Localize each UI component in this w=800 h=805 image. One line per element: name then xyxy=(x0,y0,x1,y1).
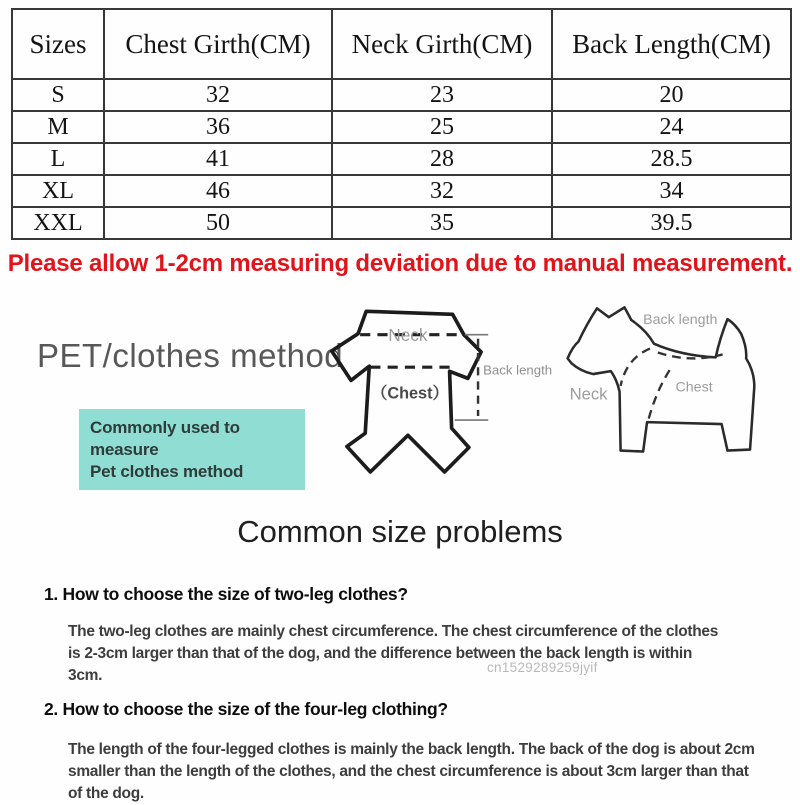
cell-neck: 25 xyxy=(332,111,552,143)
cell-back: 20 xyxy=(552,79,791,111)
highlight-line-1: Commonly used to measure xyxy=(90,418,240,459)
dog-chest-label: Chest xyxy=(675,379,713,396)
cell-size: M xyxy=(12,111,104,143)
header-chest-girth: Chest Girth(CM) xyxy=(104,9,332,79)
garment-measuring-diagram xyxy=(322,293,567,478)
dog-measuring-diagram xyxy=(548,292,800,462)
cell-back: 28.5 xyxy=(552,143,791,175)
cell-size: XL xyxy=(12,175,104,207)
cell-size: S xyxy=(12,79,104,111)
cell-chest: 32 xyxy=(104,79,332,111)
table-row xyxy=(12,207,791,239)
highlight-line-2: Pet clothes method xyxy=(90,461,244,481)
table-header-row xyxy=(12,9,791,79)
garment-backlength-label: Back length xyxy=(483,362,553,378)
cell-chest: 41 xyxy=(104,143,332,175)
cell-chest: 36 xyxy=(104,111,332,143)
dog-outline xyxy=(568,307,755,451)
cell-chest: 46 xyxy=(104,175,332,207)
header-sizes: Sizes xyxy=(12,9,104,79)
table-row xyxy=(12,143,791,175)
dog-backlength-label: Back length xyxy=(643,312,718,329)
table-row xyxy=(12,175,791,207)
answer-four-leg: The length of the four-legged clothes is mainly the back length. The back of the dog is about 2cm smaller than the length of the clothes, and the chest circumference is about 3cm larger than that of the dog. xyxy=(68,741,755,802)
cell-back: 24 xyxy=(552,111,791,143)
cell-neck: 23 xyxy=(332,79,552,111)
cell-back: 39.5 xyxy=(552,207,791,239)
cell-neck: 28 xyxy=(332,143,552,175)
header-back-length: Back Length(CM) xyxy=(552,9,791,79)
measurement-deviation-notice: Please allow 1-2cm measuring deviation due to manual measurement. xyxy=(7,250,793,277)
method-highlight-box xyxy=(79,409,305,490)
garment-chest-label: （Chest） xyxy=(371,384,449,403)
table-row xyxy=(12,111,791,143)
size-chart-table xyxy=(11,8,792,240)
question-two-leg: 1. How to choose the size of two-leg clothes? xyxy=(44,584,408,604)
problems-section-title: Common size problems xyxy=(237,514,563,549)
cell-neck: 32 xyxy=(332,175,552,207)
cell-size: XXL xyxy=(12,207,104,239)
method-section-title: PET/clothes method xyxy=(37,337,344,374)
table-row xyxy=(12,79,791,111)
dog-neck-label: Neck xyxy=(569,384,608,404)
question-four-leg: 2. How to choose the size of the four-leg clothing? xyxy=(44,699,448,719)
header-neck-girth: Neck Girth(CM) xyxy=(332,9,552,79)
cell-back: 34 xyxy=(552,175,791,207)
dog-chest-dashed-line xyxy=(648,370,670,421)
dog-neck-dashed-line xyxy=(621,349,650,386)
garment-neck-label: Neck xyxy=(388,324,428,345)
cell-neck: 35 xyxy=(332,207,552,239)
answer-two-leg: The two-leg clothes are mainly chest circumference. The chest circumference of the clothes is 2-3cm larger than that of the dog, and the difference between the back length is within 3cm. xyxy=(68,623,719,684)
cell-size: L xyxy=(12,143,104,175)
cell-chest: 50 xyxy=(104,207,332,239)
watermark-text: cn1529289259jyif xyxy=(487,660,598,675)
